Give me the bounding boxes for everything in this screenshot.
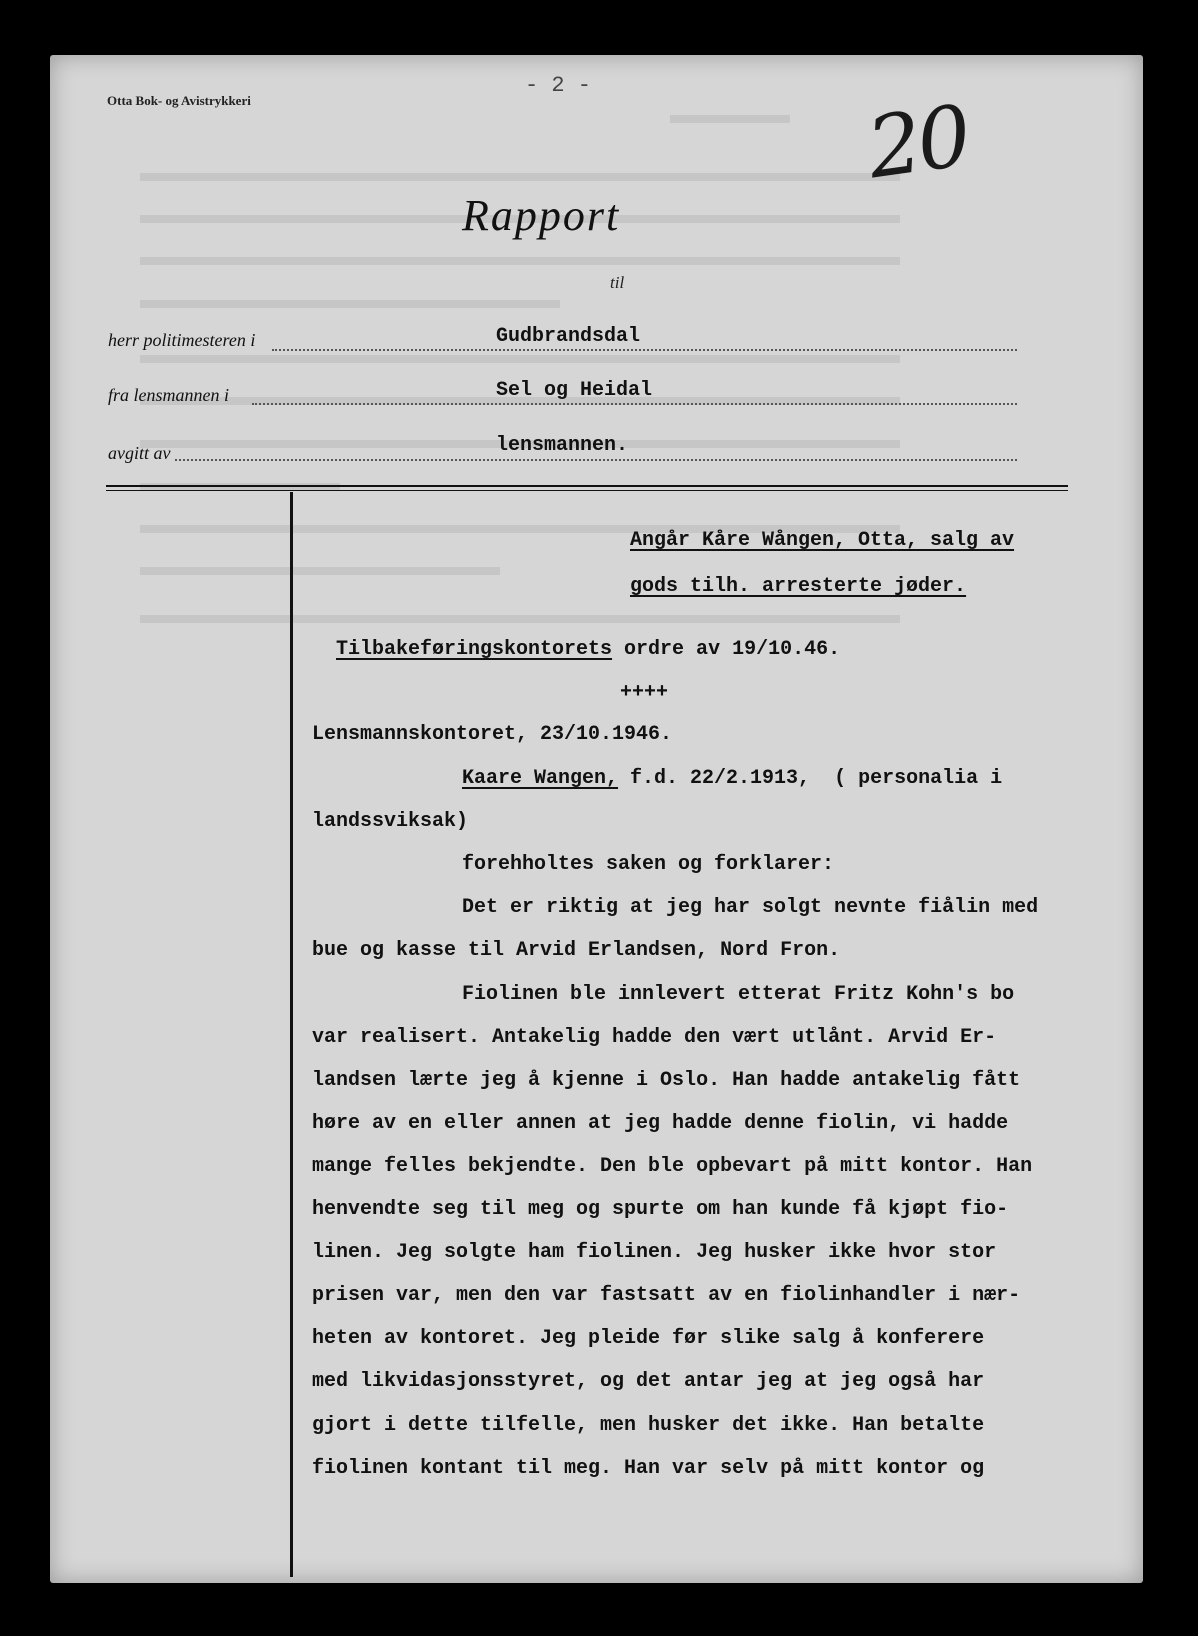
text-line: høre av en eller annen at jeg hadde denne fiolin, vi hadde — [312, 1112, 1009, 1135]
recipient-label: herr politimesteren i — [108, 330, 256, 350]
sender-value: Sel og Heidal — [496, 379, 653, 402]
report-title: Rapport — [462, 191, 621, 240]
recipient-value: Gudbrandsdal — [496, 325, 641, 348]
separator: ++++ — [620, 681, 669, 704]
text-line: var realisert. Antakelig hadde den vært utlånt. Arvid Er- — [312, 1026, 997, 1049]
text-line: gjort i dette tilfelle, men husker det ikke. Han betalte — [312, 1414, 985, 1437]
text-line: forehholtes saken og forklarer: — [462, 853, 835, 876]
margin-rule — [290, 492, 293, 1577]
text-line: med likvidasjonsstyret, og det antar jeg at jeg også har — [312, 1370, 985, 1393]
person-details: f.d. 22/2.1913, ( personalia i — [618, 767, 1003, 790]
order-office: Tilbakeføringskontorets — [336, 638, 613, 661]
text-line: henvendte seg til meg og spurte om han kunde få kjøpt fio- — [312, 1198, 1009, 1221]
handwritten-archive-number: 20 — [861, 86, 974, 198]
text-line: bue og kasse til Arvid Erlandsen, Nord Fron. — [312, 939, 841, 962]
office-date-line: Lensmannskontoret, 23/10.1946. — [312, 723, 673, 746]
subject-line-1: Angår Kåre Wången, Otta, salg av — [630, 529, 1015, 552]
page-number: - 2 - — [525, 73, 592, 98]
order-date: ordre av 19/10.46. — [612, 638, 841, 661]
issued-by-dotted-line — [175, 459, 1017, 461]
person-line — [462, 767, 1002, 790]
text-line: prisen var, men den var fastsatt av en fiolinhandler i nær- — [312, 1284, 1021, 1307]
text-line: mange felles bekjendte. Den ble opbevart på mitt kontor. Han — [312, 1155, 1033, 1178]
text-line: Fiolinen ble innlevert etterat Fritz Kohn's bo — [462, 983, 1015, 1006]
document-page — [50, 55, 1143, 1583]
printer-imprint: Otta Bok- og Avistrykkeri — [107, 93, 251, 108]
text-line: Det er riktig at jeg har solgt nevnte fiålin med — [462, 896, 1039, 919]
subject-line-2: gods tilh. arresterte jøder. — [630, 575, 967, 598]
issued-by-label: avgitt av — [108, 443, 171, 463]
text-line: landsen lærte jeg å kjenne i Oslo. Han hadde antakelig fått — [312, 1069, 1021, 1092]
order-reference — [336, 638, 840, 661]
text-line: linen. Jeg solgte ham fiolinen. Jeg husker ikke hvor stor — [312, 1241, 997, 1264]
sender-dotted-line — [252, 403, 1017, 405]
issued-by-value: lensmannen. — [496, 434, 629, 457]
text-line: fiolinen kontant til meg. Han var selv på mitt kontor og — [312, 1457, 985, 1480]
horizontal-rule — [106, 485, 1068, 491]
sender-label: fra lensmannen i — [108, 385, 229, 405]
text-line: landssviksak) — [312, 810, 469, 833]
person-name: Kaare Wangen, — [462, 767, 619, 790]
til-label: til — [610, 273, 625, 292]
recipient-dotted-line — [272, 349, 1017, 351]
text-line: heten av kontoret. Jeg pleide før slike salg å konferere — [312, 1327, 985, 1350]
